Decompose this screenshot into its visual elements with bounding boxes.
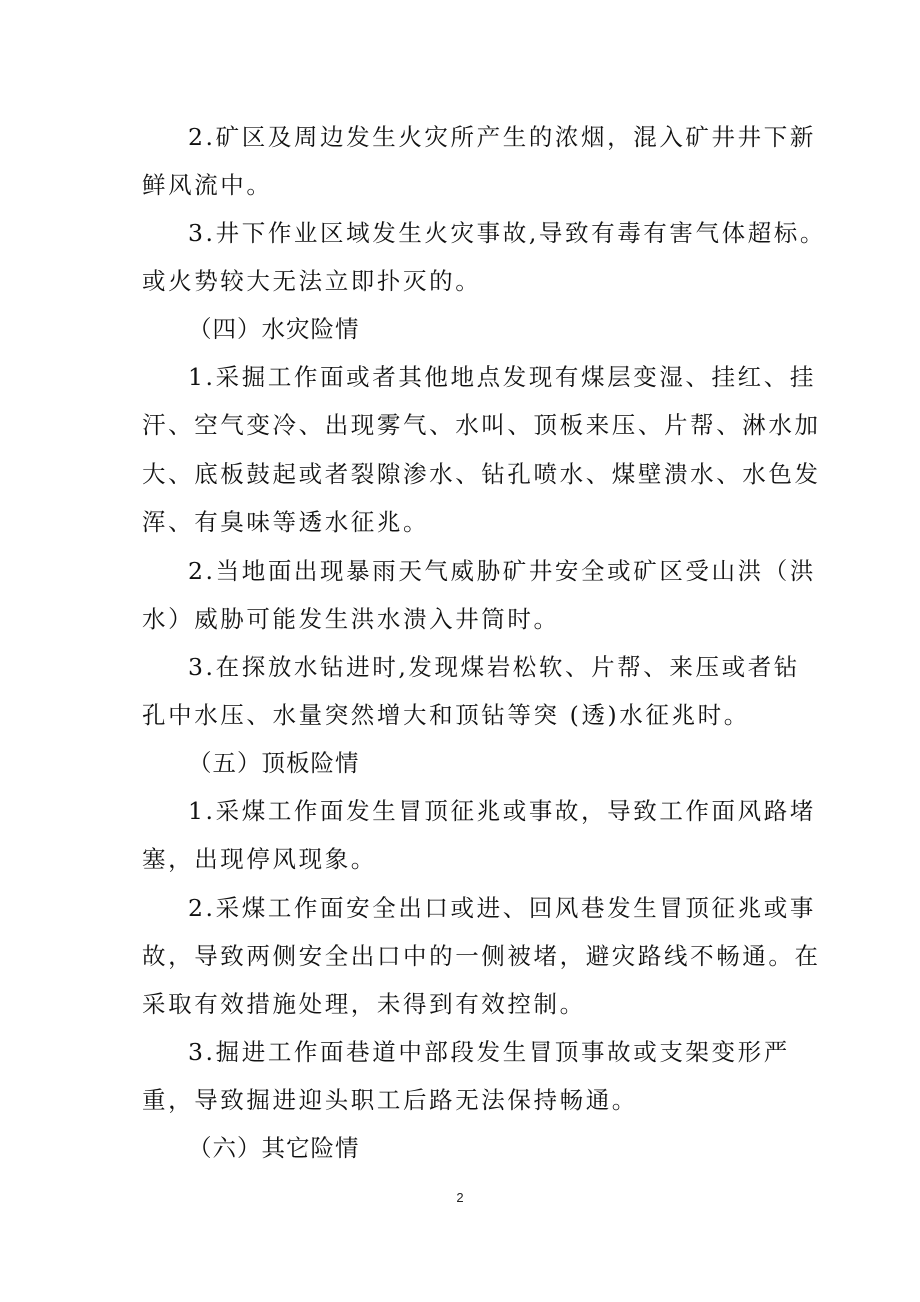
paragraph-line: 3.井下作业区域发生火灾事故,导致有毒有害气体超标。 xyxy=(188,219,826,247)
section-heading-water-hazard: （四）水灾险情 xyxy=(188,315,360,343)
paragraph-line: 1.采煤工作面发生冒顶征兆或事故，导致工作面风路堵 xyxy=(188,797,816,825)
paragraph-line: 3.在探放水钻进时,发现煤岩松软、片帮、来压或者钻 xyxy=(188,653,800,681)
paragraph-line: 或火势较大无法立即扑灭的。 xyxy=(142,267,482,295)
paragraph-line: 浑、有臭味等透水征兆。 xyxy=(142,508,430,536)
paragraph-line: 水）威胁可能发生洪水溃入井筒时。 xyxy=(142,605,560,633)
paragraph-line: 孔中水压、水量突然增大和顶钻等突 (透)水征兆时。 xyxy=(142,701,750,729)
paragraph-line: 2.采煤工作面安全出口或进、回风巷发生冒顶征兆或事 xyxy=(188,894,816,922)
paragraph-line: 2.当地面出现暴雨天气威胁矿井安全或矿区受山洪（洪 xyxy=(188,557,816,585)
paragraph-line: 1.采掘工作面或者其他地点发现有煤层变湿、挂红、挂 xyxy=(188,363,816,391)
paragraph-line: 塞，出现停风现象。 xyxy=(142,845,377,873)
paragraph-line: 重，导致掘进迎头职工后路无法保持畅通。 xyxy=(142,1086,638,1114)
section-heading-roof-hazard: （五）顶板险情 xyxy=(188,749,360,777)
section-heading-other-hazard: （六）其它险情 xyxy=(188,1134,360,1162)
page-number: 2 xyxy=(456,1190,464,1205)
paragraph-line: 故，导致两侧安全出口中的一侧被堵，避灾路线不畅通。在 xyxy=(142,942,821,970)
paragraph-line: 采取有效措施处理，未得到有效控制。 xyxy=(142,990,586,1018)
paragraph-line: 3.掘进工作面巷道中部段发生冒顶事故或支架变形严 xyxy=(188,1038,790,1066)
paragraph-line: 大、底板鼓起或者裂隙渗水、钻孔喷水、煤壁溃水、水色发 xyxy=(142,460,821,488)
paragraph-line: 2.矿区及周边发生火灾所产生的浓烟，混入矿井井下新 xyxy=(188,123,816,151)
paragraph-line: 汗、空气变冷、出现雾气、水叫、顶板来压、片帮、淋水加 xyxy=(142,411,821,439)
paragraph-line: 鲜风流中。 xyxy=(142,171,273,199)
